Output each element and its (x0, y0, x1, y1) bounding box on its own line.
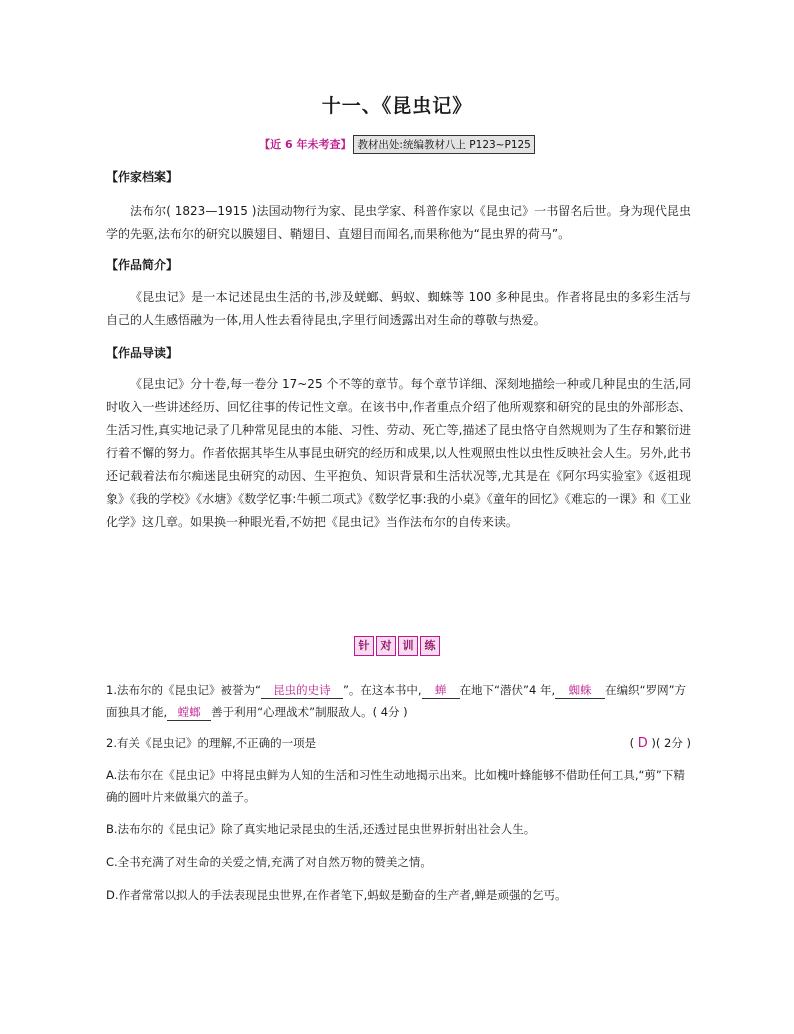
textbook-source-box: 教材出处:统编教材八上 P123~P125 (353, 135, 534, 154)
banner-char: 练 (420, 636, 440, 656)
option-d: D.作者常常以拟人的手法表现昆虫世界,在作者笔下,蚂蚁是勤奋的生产者,蝉是顽强的乞丐。 (106, 888, 567, 902)
answer-blank: 蜘蛛 (555, 682, 605, 699)
question-text: ”。在这本书中, (342, 683, 422, 697)
training-banner (0, 634, 794, 656)
section-heading-guide: 【作品导读】 (106, 346, 179, 360)
question-2-answer-box (630, 732, 691, 755)
question-2-stem-row (106, 732, 691, 754)
section-text-guide: 《昆虫记》分十卷,每一卷分 17~25 个不等的章节。每个章节详细、深刻地描绘一种或几种昆虫的生活,同时收入一些讲述经历、回忆往事的传记性文章。在该书中,作者重点介绍了他所观察和研究的昆虫的外部形态、生活习性,真实地记录了几种常见昆虫的本能、习性、劳动、死亡等,描述了昆虫恪守自然规则为了生存和繁衍进行着不懈的努力。作者依据其毕生从事昆虫研究的经历和成果,以人性观照虫性以虫性反映社会人生。另外,此书还记载着法布尔痴迷昆虫研究的动因、生平抱负、知识背景和生活状况等,尤其是在《阿尔玛实验室》《返祖现象》《我的学校》《水塘》《数学忆事:牛顿二项式》《数学忆事:我的小桌》《童年的回忆》《难忘的一课》和《工业化学》这几章。如果换一种眼光看,不妨把《昆虫记》当作法布尔的自传来读。 (106, 377, 691, 529)
banner-char: 训 (398, 636, 418, 656)
question-2-answer: D (637, 736, 648, 751)
exam-frequency-tag: 【近 6 年未考查】 (259, 138, 352, 151)
section-heading-author: 【作家档案】 (106, 170, 179, 184)
option-a: A.法布尔在《昆虫记》中将昆虫鲜为人知的生活和习性生动地揭示出来。比如槐叶蜂能够不借助任何工具,“剪”下精确的圆叶片来做巢穴的盖子。 (106, 768, 685, 804)
section-text-author: 法布尔( 1823—1915 )法国动物行为家、昆虫学家、科普作家以《昆虫记》一书留名后世。身为现代昆虫学的先驱,法布尔的研究以膜翅目、鞘翅目、直翅目而闻名,而果称他为“昆虫界的荷马”。 (106, 204, 691, 241)
section-heading-summary: 【作品简介】 (106, 258, 179, 272)
answer-blank: 昆虫的史诗 (261, 682, 343, 699)
question-2-stem: 2.有关《昆虫记》的理解,不正确的一项是 (106, 736, 317, 750)
section-text-summary: 《昆虫记》是一本记述昆虫生活的书,涉及蜣螂、蚂蚁、蜘蛛等 100 多种昆虫。作者将昆虫的多彩生活与自己的人生感悟融为一体,用人性去看待昆虫,字里行间透露出对生命的尊敬与热爱。 (106, 290, 691, 327)
page-title: 十一、《昆虫记》 (321, 95, 473, 117)
banner-char: 对 (376, 636, 396, 656)
option-b: B.法布尔的《昆虫记》除了真实地记录昆虫的生活,还透过昆虫世界折射出社会人生。 (106, 822, 536, 836)
question-1 (106, 679, 691, 723)
paren-open: ( (629, 736, 635, 750)
banner-char: 针 (354, 636, 374, 656)
answer-blank: 蝉 (422, 682, 460, 699)
option-c: C.全书充满了对生命的关爱之情,充满了对自然万物的赞美之情。 (106, 855, 432, 869)
question-text: 善于利用“心理战术”制服敌人。( 4分 ) (211, 705, 408, 719)
exam-meta (0, 135, 794, 154)
answer-blank: 螳螂 (167, 704, 211, 721)
question-text: 1.法布尔的《昆虫记》被誉为“ (106, 683, 261, 697)
question-text: 在编织“罗网”方面独具才能, (106, 683, 687, 719)
question-2-score: )( 2分 ) (651, 736, 691, 750)
question-text: 在地下“潜伏”4 年, (459, 683, 556, 697)
